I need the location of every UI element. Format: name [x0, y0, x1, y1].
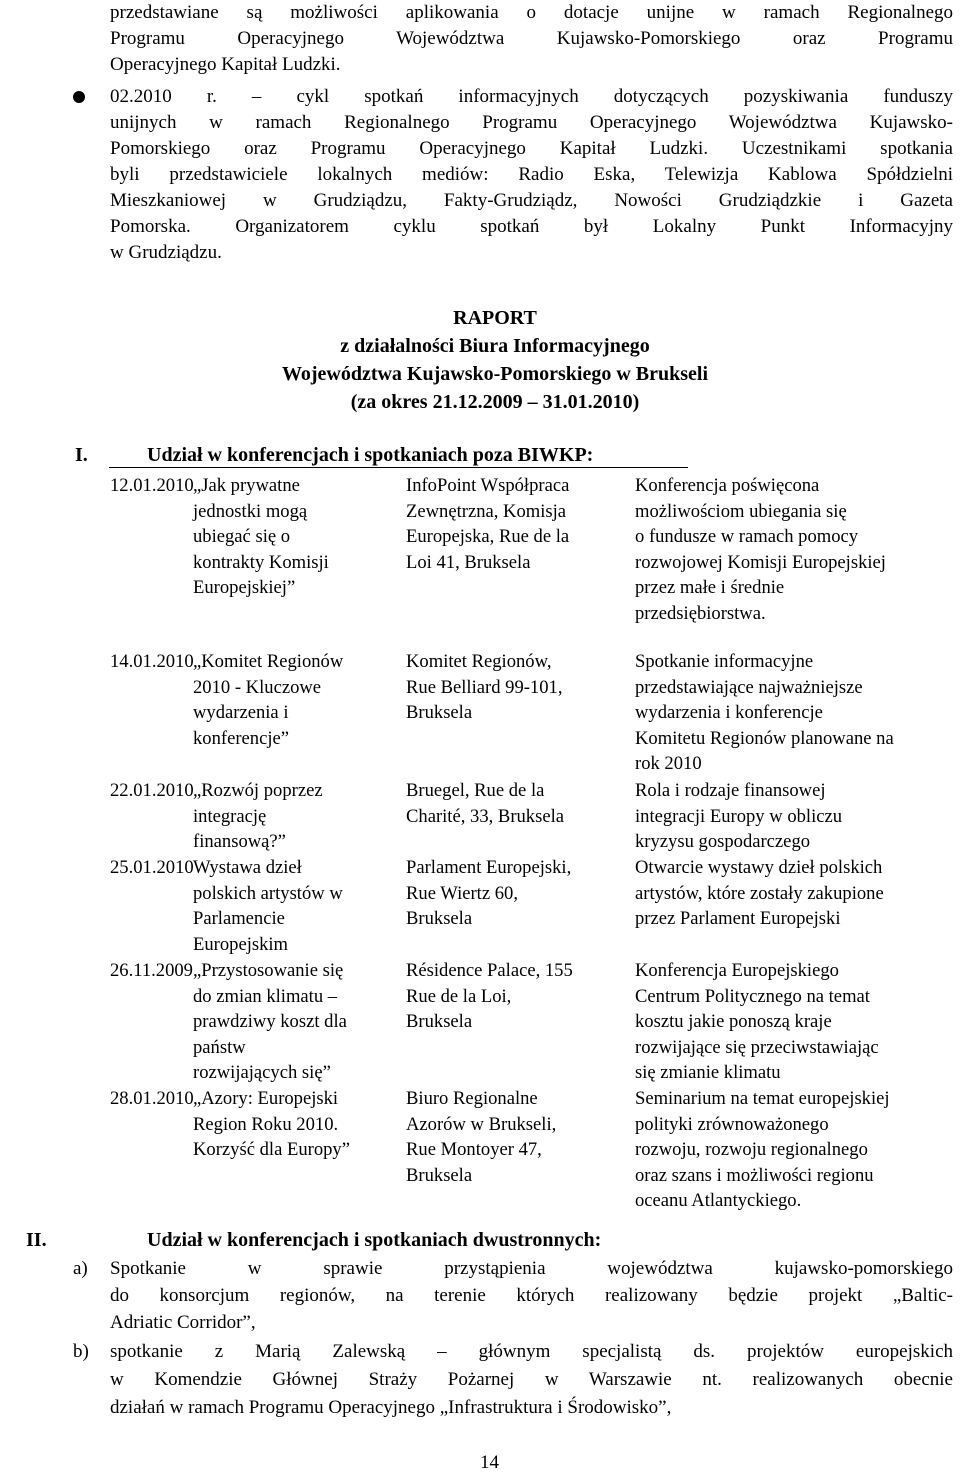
- event-desc-line: rok 2010: [635, 753, 702, 775]
- event-desc-line: Centrum Politycznego na temat: [635, 985, 870, 1007]
- event-desc-line: rozwijające się przeciwstawiając: [635, 1036, 879, 1058]
- event-place-cell: [406, 855, 571, 932]
- event-title-line: kontrakty Komisji: [193, 551, 329, 573]
- event-place-line: Bruksela: [406, 1011, 473, 1033]
- report-subtitle: z działalności Biura Informacyjnego: [340, 335, 650, 357]
- list-marker: b): [73, 1341, 89, 1362]
- event-date-cell: [110, 855, 194, 881]
- event-desc-line: oraz szans i możliwości regionu: [635, 1164, 874, 1186]
- event-title-line: Europejskiej”: [193, 577, 296, 599]
- event-title-cell: [193, 778, 323, 855]
- section-number: I.: [75, 444, 88, 466]
- event-place-line: Bruksela: [406, 1164, 473, 1186]
- event-desc-line: przez małe i średnie: [635, 577, 785, 599]
- list-item: [110, 1338, 953, 1422]
- event-desc-line: oceanu Atlantyckiego.: [635, 1190, 802, 1212]
- text-line: przedstawiane są możliwości aplikowania o dotacje unijne w ramach Regionalnego: [110, 2, 953, 23]
- text-line: Operacyjnego Kapitał Ludzki.: [110, 54, 341, 75]
- event-title-cell: [193, 958, 347, 1086]
- event-desc-cell: [635, 958, 879, 1086]
- event-title-line: finansową?”: [193, 831, 286, 853]
- text-line: Spotkanie w sprawie przystąpienia województwa kujawsko-pomorskiego: [110, 1258, 953, 1279]
- section-heading: Udział w konferencjach i spotkaniach dwustronnych:: [147, 1229, 602, 1251]
- event-desc-cell: [635, 855, 884, 932]
- event-title-line: rozwijających się”: [193, 1062, 331, 1084]
- list-marker: a): [73, 1258, 88, 1279]
- report-period: (za okres 21.12.2009 – 31.01.2010): [350, 391, 640, 413]
- text-line: Adriatic Corridor”,: [110, 1312, 256, 1333]
- text-line: w Komendzie Głównej Straży Pożarnej w Warszawie nt. realizowanych obecnie: [110, 1369, 953, 1390]
- event-desc-line: Otwarcie wystawy dzieł polskich: [635, 857, 883, 878]
- event-place-cell: [406, 958, 573, 1035]
- event-place-cell: [406, 778, 564, 829]
- event-date-cell: [110, 649, 194, 675]
- text-line: Programu Operacyjnego Województwa Kujawsko-Pomorskiego oraz Programu: [110, 28, 953, 49]
- event-desc-line: przedsiębiorstwa.: [635, 602, 766, 624]
- event-title-line: państw: [193, 1036, 246, 1058]
- bullet-paragraph: [110, 84, 953, 266]
- bullet-dot-icon: [73, 91, 85, 103]
- event-desc-line: rozwoju, rozwoju regionalnego: [635, 1139, 868, 1161]
- event-desc-line: wydarzenia i konferencje: [635, 702, 823, 724]
- event-desc-line: rozwojowej Komisji Europejskiej: [635, 551, 886, 573]
- event-desc-line: Konferencja poświęcona: [635, 475, 820, 496]
- event-desc-line: integracji Europy w obliczu: [635, 805, 843, 827]
- event-date-cell: [110, 473, 194, 499]
- event-desc-line: polityki zrównoważonego: [635, 1113, 829, 1135]
- report-subtitle: Województwa Kujawsko-Pomorskiego w Brukseli: [281, 363, 709, 385]
- text-line: Pomorska. Organizatorem cyklu spotkań był Lokalny Punkt Informacyjny: [110, 216, 953, 237]
- event-place-line: Komitet Regionów,: [406, 651, 552, 672]
- event-title-cell: [193, 649, 343, 751]
- event-place-line: Europejska, Rue de la: [406, 526, 570, 548]
- event-title-line: Parlamencie: [193, 908, 285, 930]
- event-desc-line: się zmianie klimatu: [635, 1062, 781, 1084]
- event-desc-cell: [635, 473, 886, 627]
- text-line: działań w ramach Programu Operacyjnego „Infrastruktura i Środowisko”,: [110, 1397, 672, 1418]
- event-title-line: „Azory: Europejski: [193, 1088, 339, 1109]
- event-desc-line: Seminarium na temat europejskiej: [635, 1088, 890, 1109]
- event-desc-cell: [635, 778, 842, 855]
- event-date-cell: [110, 958, 193, 984]
- event-title-line: ubiegać się o: [193, 526, 291, 548]
- event-desc-line: Rola i rodzaje finansowej: [635, 780, 826, 801]
- event-title-cell: [193, 855, 343, 957]
- event-date: 14.01.2010: [110, 651, 194, 672]
- event-title-line: „Rozwój poprzez: [193, 780, 323, 801]
- event-title-cell: [193, 473, 329, 601]
- event-place-line: Parlament Europejski,: [406, 857, 572, 878]
- event-desc-line: Spotkanie informacyjne: [635, 651, 814, 672]
- event-date: 22.01.2010: [110, 780, 194, 801]
- event-place-line: Azorów w Brukseli,: [406, 1113, 557, 1135]
- event-place-line: Loi 41, Bruksela: [406, 551, 531, 573]
- event-title-line: integrację: [193, 805, 267, 827]
- event-title-line: 2010 - Kluczowe: [193, 676, 322, 698]
- event-place-line: Bruksela: [406, 908, 473, 930]
- text-line: Mieszkaniowej w Grudziądzu, Fakty-Grudziądz, Nowości Grudziądzkie i Gazeta: [110, 190, 953, 211]
- report-title: RAPORT: [453, 307, 537, 329]
- text-line: do konsorcjum regionów, na terenie których realizowany będzie projekt „Baltic-: [110, 1285, 953, 1306]
- event-desc-line: Komitetu Regionów planowane na: [635, 727, 894, 749]
- event-place-line: Biuro Regionalne: [406, 1088, 538, 1109]
- event-place-line: Rue de la Loi,: [406, 985, 512, 1007]
- event-desc-cell: [635, 649, 894, 777]
- event-title-line: wydarzenia i: [193, 702, 289, 724]
- list-item: [110, 1255, 953, 1336]
- event-date-cell: [110, 1086, 194, 1112]
- event-place-line: Bruegel, Rue de la: [406, 780, 545, 801]
- text-line: w Grudziądzu.: [110, 242, 222, 263]
- event-date: 25.01.2010: [110, 857, 194, 878]
- section-number: II.: [26, 1229, 47, 1251]
- event-desc-line: artystów, które zostały zakupione: [635, 882, 884, 904]
- event-title-cell: [193, 1086, 350, 1163]
- page-number: 14: [480, 1452, 499, 1473]
- intro-continuation: [110, 0, 953, 78]
- event-title-line: jednostki mogą: [193, 500, 308, 522]
- text-line: unijnych w ramach Regionalnego Programu Operacyjnego Województwa Kujawsko-: [110, 112, 953, 133]
- event-title-line: polskich artystów w: [193, 882, 343, 904]
- event-place-line: InfoPoint Współpraca: [406, 475, 570, 496]
- event-date: 28.01.2010: [110, 1088, 194, 1109]
- event-place-cell: [406, 1086, 556, 1188]
- event-date: 12.01.2010: [110, 475, 194, 496]
- event-title-line: Korzyść dla Europy”: [193, 1139, 350, 1161]
- event-desc-cell: [635, 1086, 890, 1214]
- event-title-line: konferencje”: [193, 727, 290, 749]
- event-place-line: Résidence Palace, 155: [406, 960, 573, 981]
- event-desc-line: przedstawiające najważniejsze: [635, 676, 863, 698]
- event-date-cell: [110, 778, 194, 804]
- event-desc-line: możliwościom ubiegania się: [635, 500, 847, 522]
- text-line: spotkanie z Marią Zalewską – głównym specjalistą ds. projektów europejskich: [110, 1341, 953, 1362]
- event-title-line: „Przystosowanie się: [193, 960, 344, 981]
- event-title-line: Region Roku 2010.: [193, 1113, 339, 1135]
- event-place-line: Charité, 33, Bruksela: [406, 805, 565, 827]
- event-desc-line: przez Parlament Europejski: [635, 908, 841, 930]
- event-place-line: Bruksela: [406, 702, 473, 724]
- event-place-line: Rue Wiertz 60,: [406, 882, 518, 904]
- text-line: Pomorskiego oraz Programu Operacyjnego Kapitał Ludzki. Uczestnikami spotkania: [110, 138, 953, 159]
- event-place-line: Zewnętrzna, Komisja: [406, 500, 567, 522]
- event-title-line: „Komitet Regionów: [193, 651, 344, 672]
- section-underline: [109, 467, 688, 468]
- event-title-line: do zmian klimatu –: [193, 985, 338, 1007]
- event-place-cell: [406, 473, 569, 575]
- event-desc-line: kryzysu gospodarczego: [635, 831, 811, 853]
- event-desc-line: Konferencja Europejskiego: [635, 960, 839, 981]
- text-line: byli przedstawiciele lokalnych mediów: Radio Eska, Telewizja Kablowa Spółdzielni: [110, 164, 953, 185]
- event-place-cell: [406, 649, 562, 726]
- section-heading: Udział w konferencjach i spotkaniach poza BIWKP:: [147, 444, 594, 466]
- event-desc-line: kosztu jakie ponoszą kraje: [635, 1011, 832, 1033]
- event-title-line: Europejskim: [193, 933, 289, 955]
- event-place-line: Rue Montoyer 47,: [406, 1139, 542, 1161]
- event-title-line: Wystawa dzieł: [193, 857, 302, 878]
- event-place-line: Rue Belliard 99-101,: [406, 676, 563, 698]
- text-line: 02.2010 r. – cykl spotkań informacyjnych dotyczących pozyskiwania funduszy: [110, 86, 953, 107]
- event-desc-line: o fundusze w ramach pomocy: [635, 526, 859, 548]
- event-title-line: „Jak prywatne: [193, 475, 300, 496]
- event-title-line: prawdziwy koszt dla: [193, 1011, 347, 1033]
- report-heading: [0, 304, 960, 416]
- event-date: 26.11.2009: [110, 960, 193, 981]
